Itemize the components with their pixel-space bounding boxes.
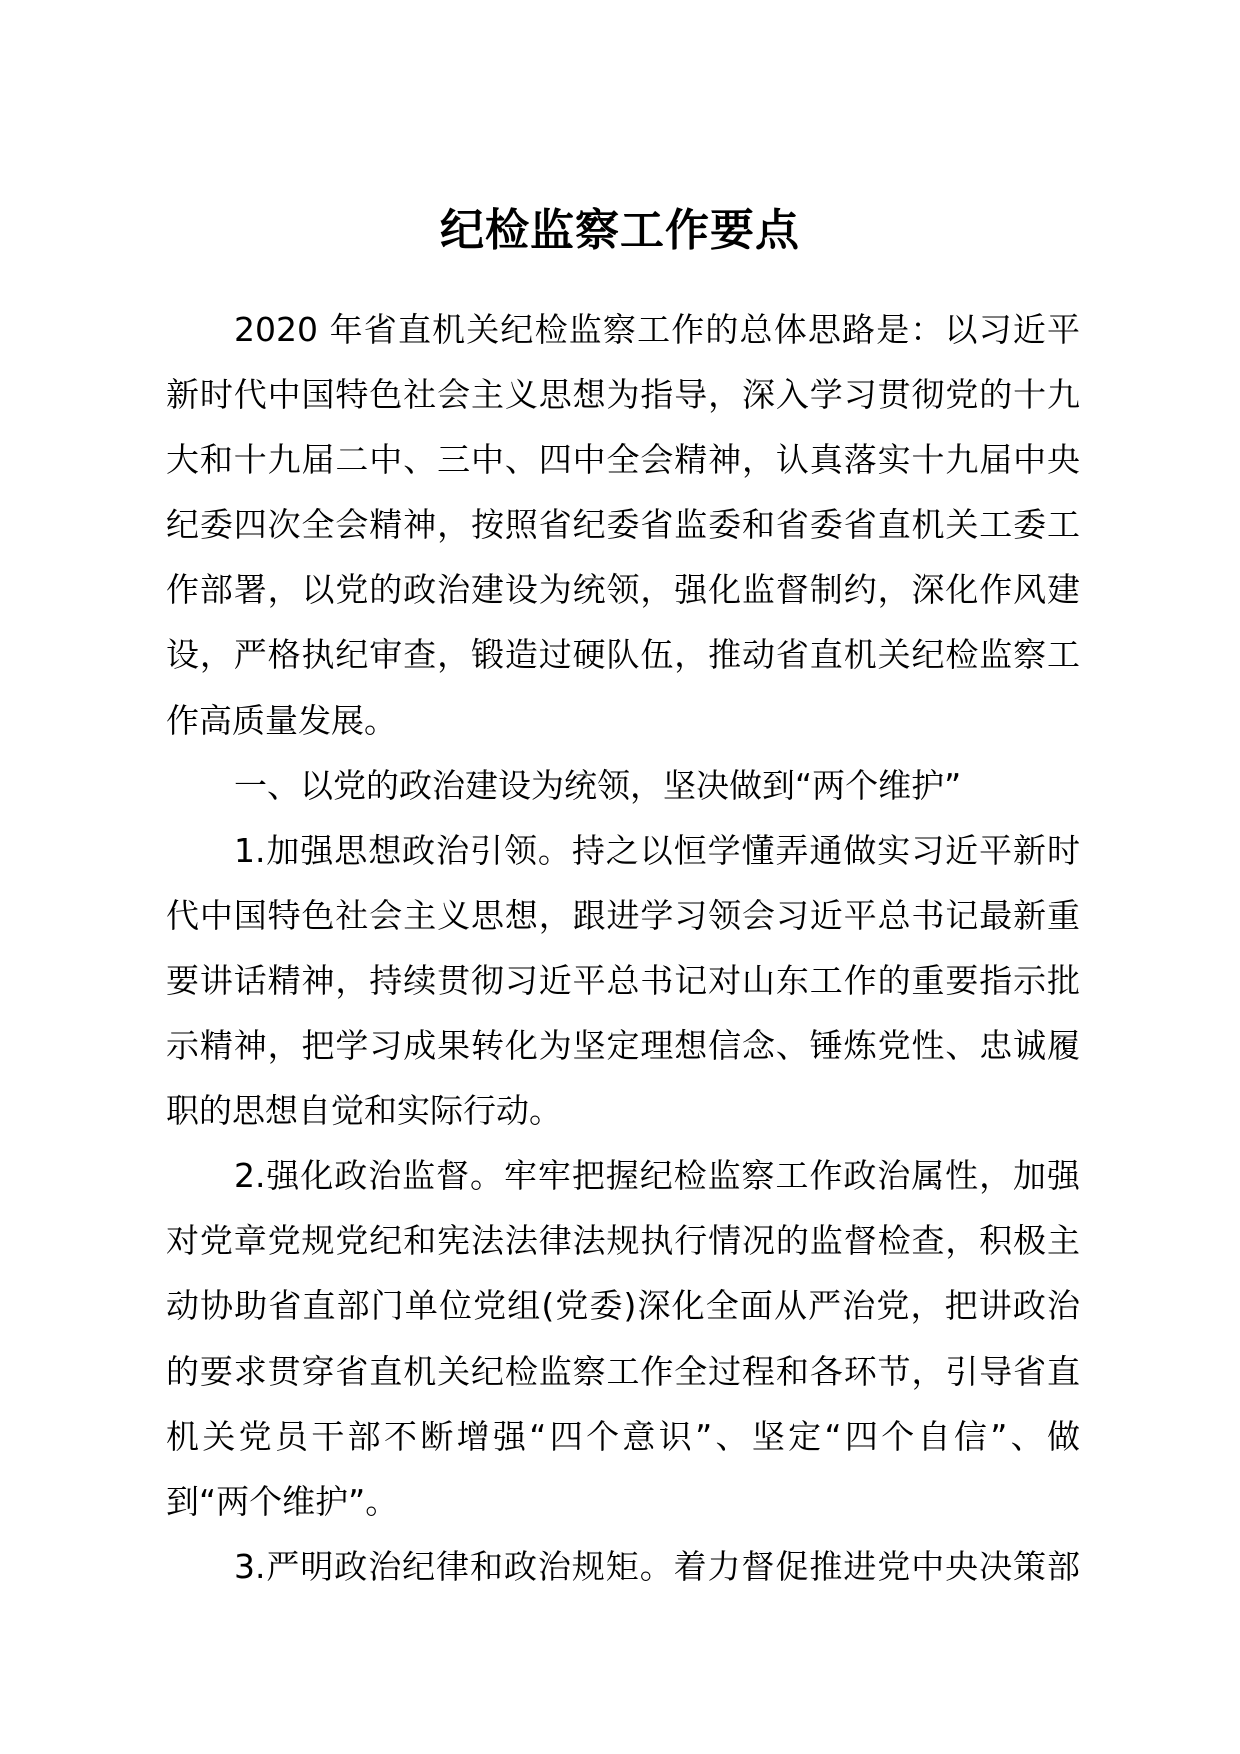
text-line: 动协助省直部门单位党组(党委)深化全面从严治党，把讲政治 (166, 1286, 1080, 1326)
document-body (166, 310, 1080, 1612)
text-line: 到“两个维护”。 (166, 1481, 399, 1521)
text-line: 的要求贯穿省直机关纪检监察工作全过程和各环节，引导省直 (166, 1351, 1080, 1391)
text-line: 大和十九届二中、三中、四中全会精神，认真落实十九届中央 (166, 440, 1080, 480)
document-title: 纪检监察工作要点 (440, 205, 800, 256)
text-line: 作部署，以党的政治建设为统领，强化监督制约，深化作风建 (166, 570, 1080, 610)
text-line: 职的思想自觉和实际行动。 (166, 1091, 562, 1131)
text-line: 代中国特色社会主义思想，跟进学习领会习近平总书记最新重 (166, 895, 1080, 935)
text-line: 1.加强思想政治引领。持之以恒学懂弄通做实习近平新时 (234, 830, 1080, 870)
text-line: 3.严明政治纪律和政治规矩。着力督促推进党中央决策部 (234, 1546, 1080, 1586)
text-line: 作高质量发展。 (166, 700, 397, 740)
text-line: 设，严格执纪审查，锻造过硬队伍，推动省直机关纪检监察工 (166, 635, 1080, 675)
text-line: 对党章党规党纪和宪法法律法规执行情况的监督检查，积极主 (166, 1221, 1080, 1261)
text-line: 一、以党的政治建设为统领，坚决做到“两个维护” (234, 765, 962, 805)
text-line: 新时代中国特色社会主义思想为指导，深入学习贯彻党的十九 (166, 375, 1080, 415)
text-line: 示精神，把学习成果转化为坚定理想信念、锤炼党性、忠诚履 (166, 1026, 1080, 1066)
text-line: 要讲话精神，持续贯彻习近平总书记对山东工作的重要指示批 (166, 960, 1080, 1000)
text-line: 纪委四次全会精神，按照省纪委省监委和省委省直机关工委工 (166, 505, 1080, 545)
text-line: 机关党员干部不断增强“四个意识”、坚定“四个自信”、做 (166, 1416, 1080, 1456)
text-line: 2.强化政治监督。牢牢把握纪检监察工作政治属性，加强 (234, 1156, 1080, 1196)
text-line: 2020 年省直机关纪检监察工作的总体思路是：以习近平 (234, 310, 1080, 349)
